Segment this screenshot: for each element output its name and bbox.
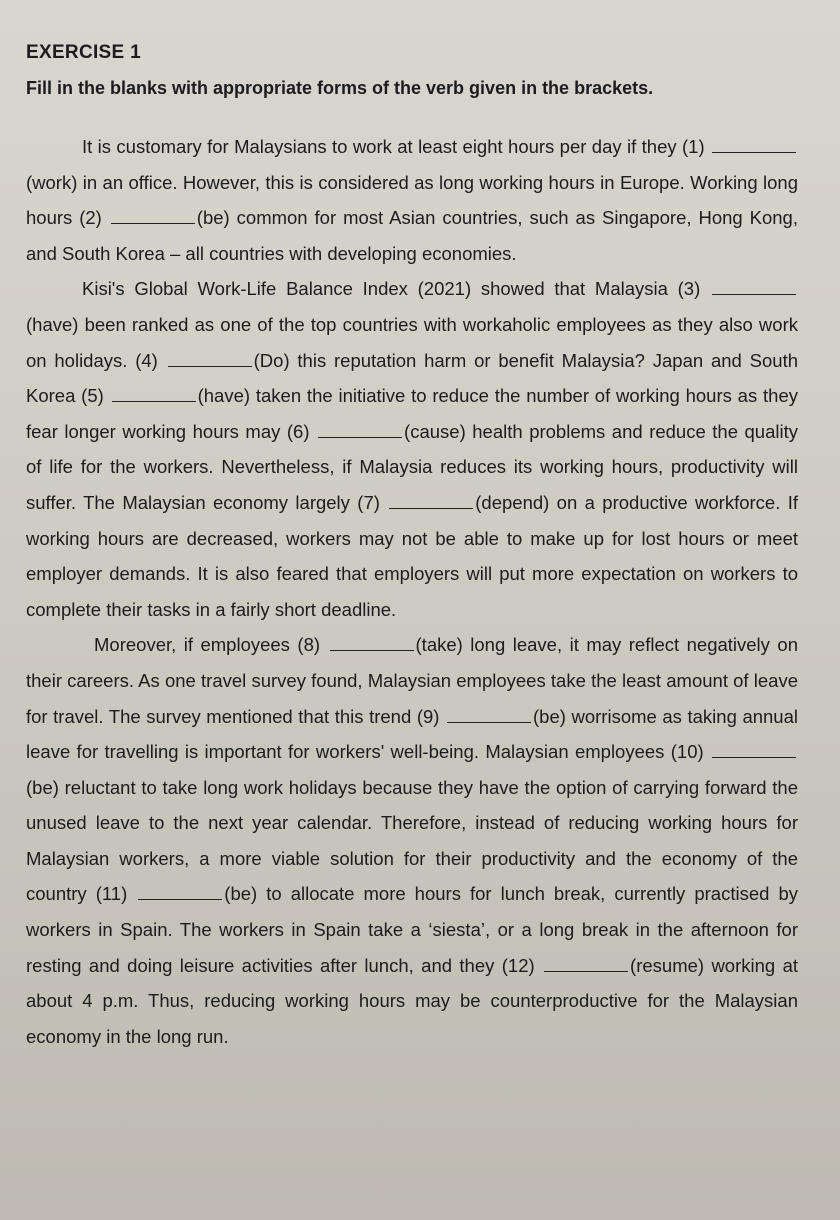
text-segment: It is customary for Malaysians to work at least eight hours per day if they (1): [82, 136, 710, 157]
text-segment: Kisi's Global Work-Life Balance Index (2021) showed that Malaysia (3): [82, 278, 710, 300]
text-segment: (cause) health problems and reduce the quality of life for the workers. Nevertheless, if Malaysia reduces its working hours, productivity will suffer. The Malaysian economy largely (7): [26, 420, 798, 513]
blank-1[interactable]: [712, 138, 796, 153]
text-segment: (be) to allocate more hours for lunch break, currently practised by workers in Spain. The workers in Spain take a ‘siesta’, or a long break in the afternoon for resting and doing leisure activities after lunch, and they (12): [26, 883, 798, 976]
blank-12[interactable]: [544, 957, 628, 972]
exercise-title: EXERCISE 1: [26, 42, 141, 63]
text-segment: (Do) this reputation harm or benefit Malaysia? Japan and South Korea (5): [26, 349, 799, 407]
exercise-instruction: Fill in the blanks with appropriate forms of the verb given in the brackets.: [26, 78, 654, 98]
blank-4[interactable]: [168, 352, 252, 367]
blank-5[interactable]: [112, 387, 196, 402]
text-segment: (have) taken the initiative to reduce the number of working hours as they fear longer working hours may (6): [26, 385, 798, 442]
text-segment: (have) been ranked as one of the top countries with workaholic employees as they also work on holidays. (4): [26, 313, 798, 371]
text-segment: (work) in an office. However, this is considered as long working hours in Europe. Working long hours (2): [26, 171, 798, 229]
text-segment: (be) common for most Asian countries, such as Singapore, Hong Kong, and South Korea – all countries with developing economies.: [26, 207, 798, 264]
blank-6[interactable]: [318, 423, 402, 438]
paragraph-1: [26, 129, 798, 271]
text-segment: (be) worrisome as taking annual leave for travelling is important for workers' well-being. Malaysian employees (10): [26, 705, 798, 763]
text-segment: Moreover, if employees (8): [94, 634, 328, 656]
blank-8[interactable]: [330, 636, 414, 651]
blank-3[interactable]: [712, 280, 796, 295]
text-segment: (be) reluctant to take long work holidays because they have the option of carrying forward the unused leave to the next year calendar. Therefore, instead of reducing working hours for Malaysian workers, a more viable solution for their productivity and the economy of the country (11): [26, 776, 798, 905]
blank-11[interactable]: [138, 885, 222, 900]
blank-10[interactable]: [712, 743, 796, 758]
text-segment: (take) long leave, it may reflect negatively on their careers. As one travel survey found, Malaysian employees take the least amount of leave for travel. The survey mentioned that this trend (9): [26, 634, 798, 727]
blank-7[interactable]: [389, 494, 473, 509]
text-segment: (depend) on a productive workforce. If working hours are decreased, workers may not be able to make up for lost hours or meet employer demands. It is also feared that employers will put more expectation on workers to complete their tasks in a fairly short deadline.: [26, 491, 798, 620]
text-segment: (resume) working at about 4 p.m. Thus, reducing working hours may be counterproductive for the Malaysian economy in the long run.: [26, 954, 798, 1047]
paragraph-3: [26, 627, 798, 1054]
paragraph-2: [26, 271, 798, 627]
worksheet: [26, 42, 798, 1054]
blank-9[interactable]: [447, 708, 531, 723]
blank-2[interactable]: [111, 209, 195, 224]
